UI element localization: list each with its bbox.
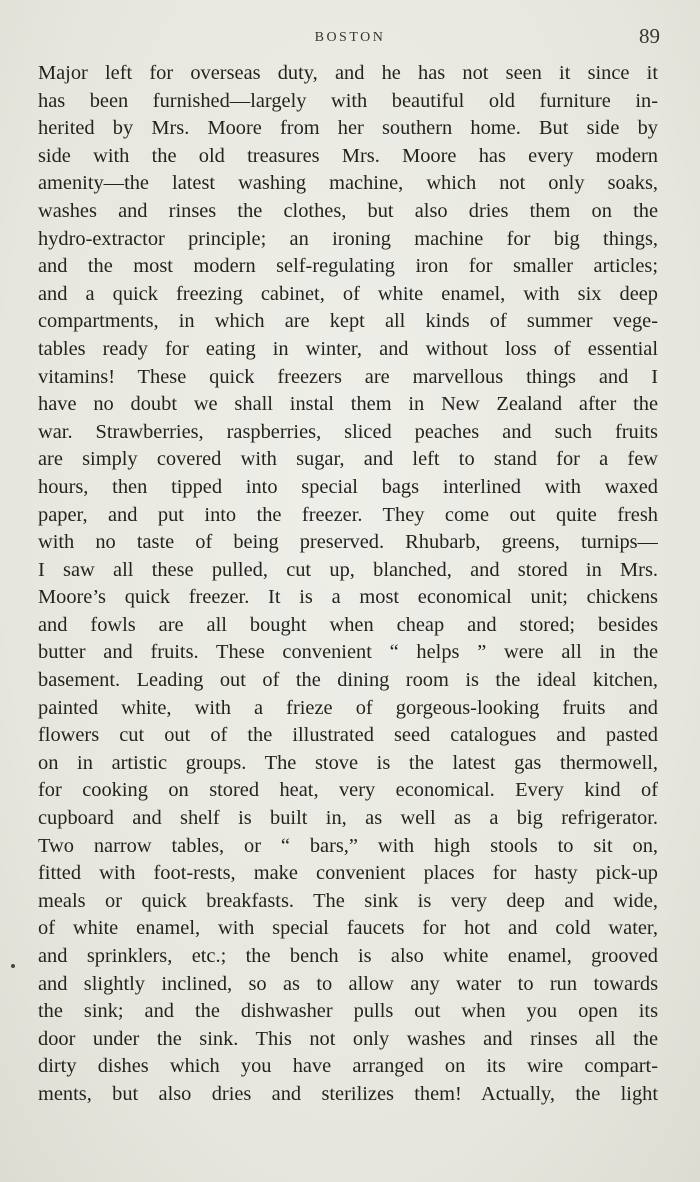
text-line: Moore’s quick freezer. It is a most economical unit; chickens xyxy=(38,586,658,609)
text-line: with no taste of being preserved. Rhubarb, greens, turnips— xyxy=(38,531,658,554)
text-line: has been furnished—largely with beautiful old furniture in- xyxy=(38,89,658,112)
text-line: meals or quick breakfasts. The sink is very deep and wide, xyxy=(38,889,658,912)
text-line: and the most modern self-regulating iron for smaller articles; xyxy=(38,255,658,278)
text-line: hydro-extractor principle; an ironing machine for big things, xyxy=(38,227,658,250)
text-line: cupboard and shelf is built in, as well as a big refrigerator. xyxy=(38,807,658,830)
text-line: hours, then tipped into special bags interlined with waxed xyxy=(38,475,658,498)
text-line: have no doubt we shall instal them in New Zealand after the xyxy=(38,393,658,416)
text-line: are simply covered with sugar, and left to stand for a few xyxy=(38,448,658,471)
running-head xyxy=(0,26,700,50)
text-line: Two narrow tables, or “ bars,” with high stools to sit on, xyxy=(38,834,658,857)
body-text xyxy=(38,60,658,1109)
text-line: paper, and put into the freezer. They come out quite fresh xyxy=(38,503,658,526)
text-line: compartments, in which are kept all kinds of summer vege- xyxy=(38,310,658,333)
text-line: of white enamel, with special faucets for hot and cold water, xyxy=(38,917,658,940)
text-line: basement. Leading out of the dining room is the ideal kitchen, xyxy=(38,669,658,692)
text-line: vitamins! These quick freezers are marvellous things and I xyxy=(38,365,658,388)
text-line: door under the sink. This not only washes and rinses all the xyxy=(38,1027,658,1050)
text-line: on in artistic groups. The stove is the latest gas thermowell, xyxy=(38,751,658,774)
text-line: and sprinklers, etc.; the bench is also white enamel, grooved xyxy=(38,945,658,967)
text-line: painted white, with a frieze of gorgeous-looking fruits and xyxy=(38,696,658,719)
text-line: herited by Mrs. Moore from her southern home. But side by xyxy=(38,117,658,140)
text-line: Major left for overseas duty, and he has not seen it since it xyxy=(38,62,658,84)
text-line: flowers cut out of the illustrated seed catalogues and pasted xyxy=(38,724,658,747)
text-line: and a quick freezing cabinet, of white enamel, with six deep xyxy=(38,282,658,305)
text-line: fitted with foot-rests, make convenient places for hasty pick-up xyxy=(38,862,658,885)
text-line: the sink; and the dishwasher pulls out when you open its xyxy=(38,1000,658,1023)
text-line: ments, but also dries and sterilizes them! Actually, the light xyxy=(38,1082,658,1105)
text-line: and fowls are all bought when cheap and stored; besides xyxy=(38,613,658,636)
text-line: for cooking on stored heat, very economical. Every kind of xyxy=(38,779,658,802)
text-line: side with the old treasures Mrs. Moore has every modern xyxy=(38,144,658,167)
text-line: tables ready for eating in winter, and without loss of essential xyxy=(38,337,658,360)
page-number: 89 xyxy=(639,24,660,48)
text-line: dirty dishes which you have arranged on its wire compart- xyxy=(38,1055,658,1078)
text-line: washes and rinses the clothes, but also dries them on the xyxy=(38,199,658,222)
text-line: butter and fruits. These convenient “ helps ” were all in the xyxy=(38,641,658,664)
running-title: BOSTON xyxy=(314,30,386,45)
text-line: amenity—the latest washing machine, which not only soaks, xyxy=(38,172,658,195)
text-line: I saw all these pulled, cut up, blanched, and stored in Mrs. xyxy=(38,558,658,581)
margin-mark xyxy=(11,964,15,968)
text-line: and slightly inclined, so as to allow any water to run towards xyxy=(38,972,658,995)
text-line: war. Strawberries, raspberries, sliced peaches and such fruits xyxy=(38,420,658,443)
